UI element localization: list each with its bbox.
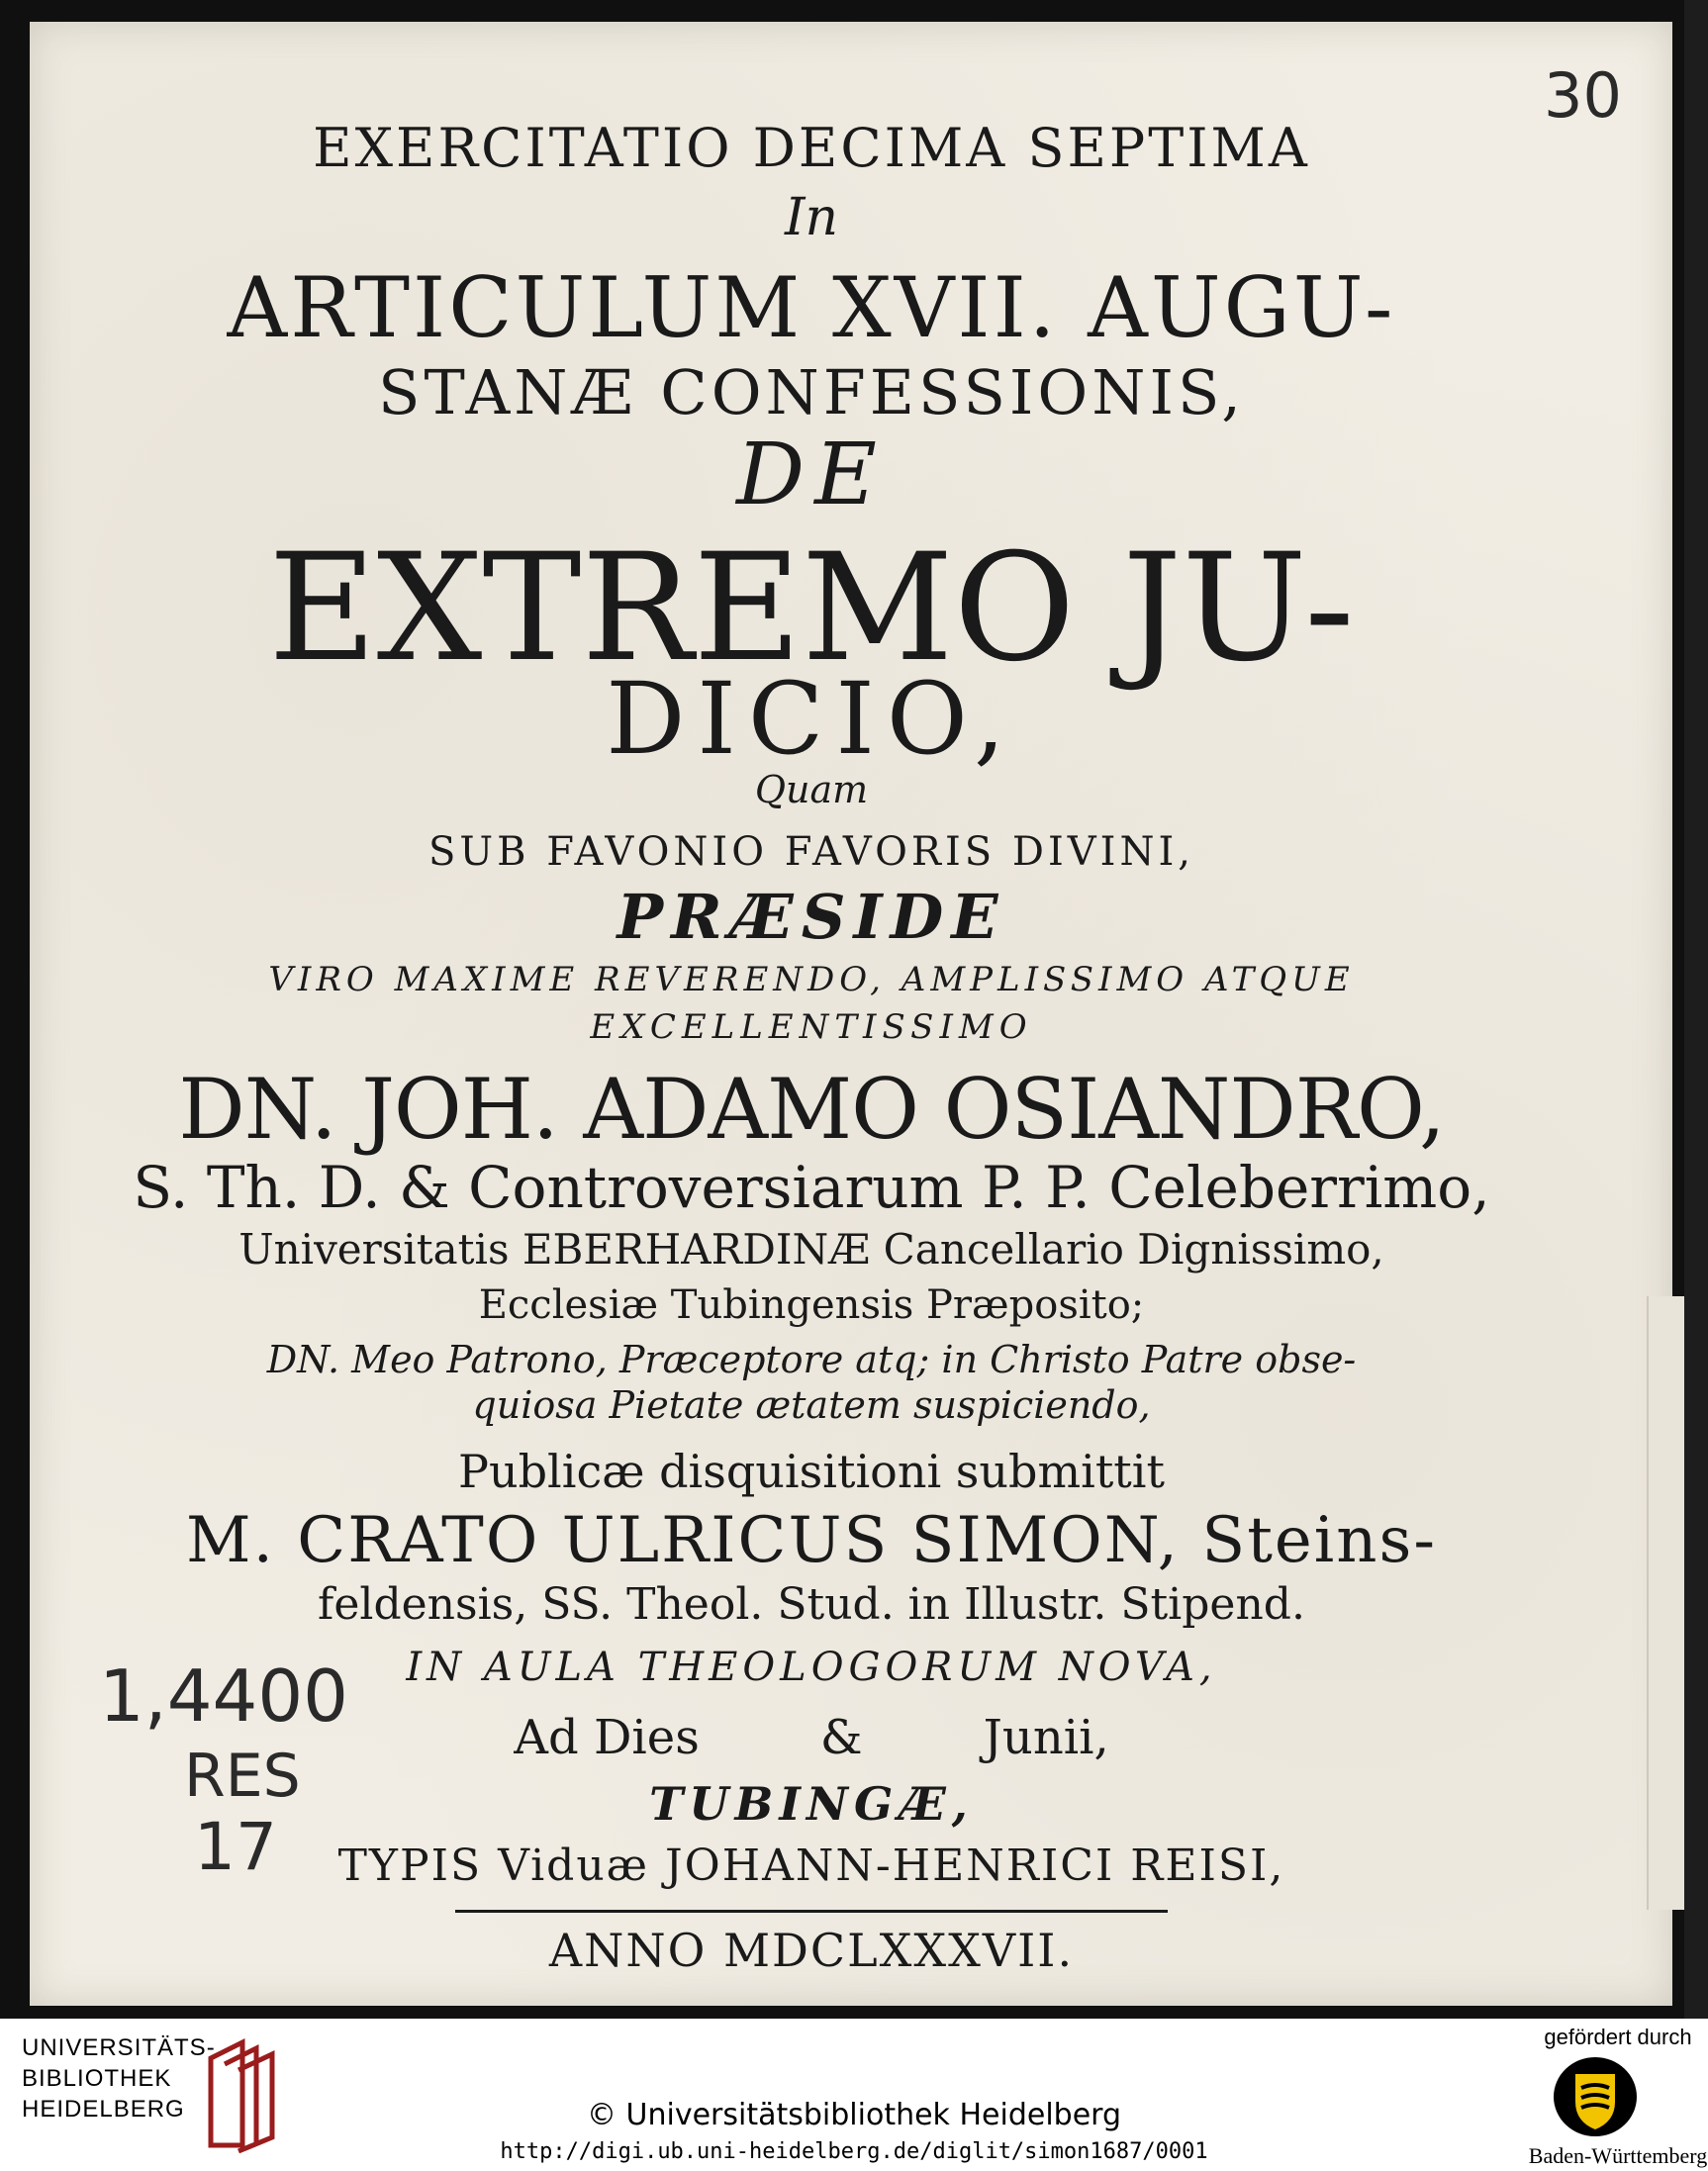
title-line-9: SUB FAVONIO FAVORIS DIVINI, bbox=[428, 829, 1194, 875]
library-logo-icon bbox=[203, 2029, 286, 2155]
title-line-1: EXERCITATIO DECIMA SEPTIMA bbox=[313, 117, 1310, 179]
title-line-11: VIRO MAXIME REVERENDO, AMPLISSIMO ATQUE bbox=[268, 960, 1355, 999]
handwritten-page-number: 30 bbox=[1544, 59, 1622, 132]
handwritten-shelfmark-2: RES bbox=[184, 1742, 301, 1811]
title-line-15: Universitatis EBERHARDINÆ Cancellario Dignissimo, bbox=[238, 1225, 1384, 1274]
title-line-26: ANNO MDCLXXXVII. bbox=[548, 1924, 1075, 1977]
baden-wuerttemberg-crest-icon bbox=[1552, 2054, 1639, 2139]
title-line-23: Ad Dies & Junii, bbox=[514, 1710, 1109, 1765]
title-line-5: DE bbox=[736, 425, 887, 524]
title-line-19: Publicæ disquisitioni submittit bbox=[458, 1445, 1165, 1498]
title-line-10: PRÆSIDE bbox=[617, 881, 1006, 953]
title-line-14: S. Th. D. & Controversiarum P. P. Celeberrimo, bbox=[133, 1154, 1490, 1221]
title-line-2: In bbox=[784, 188, 839, 247]
title-line-8: Quam bbox=[754, 768, 869, 811]
title-line-20: M. CRATO ULRICUS SIMON, Steins- bbox=[186, 1504, 1437, 1577]
title-line-25: TYPIS Viduæ JOHANN-HENRICI REISI, bbox=[337, 1841, 1285, 1891]
permalink-url[interactable]: http://digi.ub.uni-heidelberg.de/diglit/simon1687/0001 bbox=[500, 2139, 1208, 2164]
library-name-line-2: BIBLIOTHEK bbox=[22, 2065, 172, 2092]
handwritten-shelfmark-3: 17 bbox=[194, 1809, 277, 1885]
title-line-13: DN. JOH. ADAMO OSIANDRO, bbox=[178, 1061, 1445, 1158]
copyright-text: © Universitätsbibliothek Heidelberg bbox=[586, 2098, 1121, 2132]
binding-edge bbox=[1684, 0, 1708, 2019]
title-line-21: feldensis, SS. Theol. Stud. in Illustr. Stipend. bbox=[318, 1579, 1305, 1630]
title-line-22: IN AULA THEOLOGORUM NOVA, bbox=[406, 1645, 1217, 1690]
title-line-16: Ecclesiæ Tubingensis Præposito; bbox=[478, 1282, 1145, 1328]
title-line-12: EXCELLENTISSIMO bbox=[590, 1007, 1033, 1047]
handwritten-shelfmark-1: 1,4400 bbox=[99, 1654, 348, 1738]
title-line-18: quiosa Pietate ætatem suspiciendo, bbox=[472, 1383, 1151, 1427]
title-line-4: STANÆ CONFESSIONIS, bbox=[378, 356, 1245, 428]
title-line-6: EXTREMO JU- bbox=[268, 522, 1355, 695]
library-name-line-1: UNIVERSITÄTS- bbox=[22, 2034, 216, 2061]
title-line-24: TUBINGÆ, bbox=[649, 1777, 974, 1831]
funder-name: Baden-Württemberg bbox=[1528, 2143, 1708, 2168]
title-line-7: DICIO, bbox=[606, 661, 1017, 777]
library-name-line-3: HEIDELBERG bbox=[22, 2096, 185, 2123]
paper-edge-tab bbox=[1647, 1296, 1686, 1910]
funded-by-label: gefördert durch bbox=[1544, 2025, 1692, 2049]
title-line-17: DN. Meo Patrono, Præceptore atq; in Christo Patre obse- bbox=[266, 1338, 1357, 1381]
title-line-3: ARTICULUM XVII. AUGU- bbox=[227, 259, 1396, 356]
horizontal-rule bbox=[455, 1910, 1168, 1913]
